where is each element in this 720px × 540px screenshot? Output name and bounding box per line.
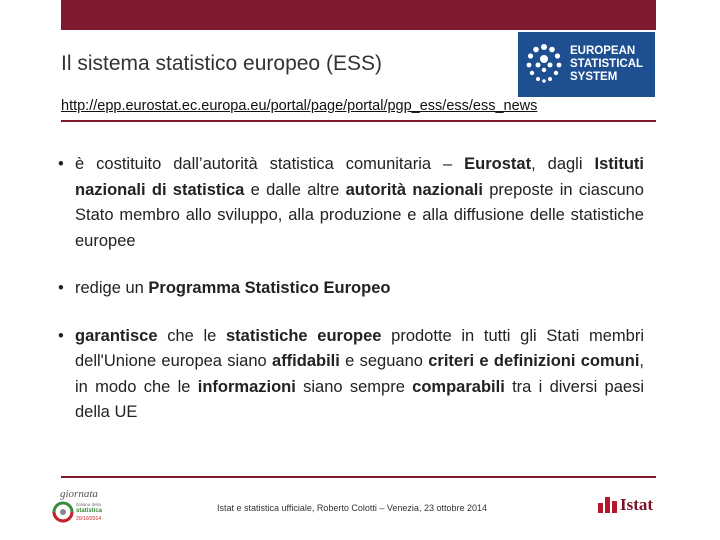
giornata-statistica-logo — [52, 486, 110, 526]
slide-title: Il sistema statistico europeo (ESS) — [61, 52, 382, 75]
bullet-text-run: redige un — [75, 279, 149, 297]
ess-star-circle-icon — [524, 41, 564, 89]
giornata-logo-word: statistica — [76, 508, 103, 514]
bullet-text-run: , in modo che le — [75, 352, 644, 396]
giornata-logo-title: giornata — [60, 488, 98, 500]
bullet-text-run: statistiche europee — [226, 326, 382, 345]
bullet-text-run: siano sempre — [295, 377, 413, 396]
bullet-text-run: affidabili — [272, 352, 340, 370]
bullet-text-run: Eurostat — [464, 155, 532, 173]
bullet-text-run: preposte in ciascuno Stato membro allo sviluppo, alla produzione e alla diffusione delle statistiche europee — [75, 180, 644, 250]
bullet-text-run: comparabili — [412, 377, 505, 396]
bullet-list — [58, 152, 644, 426]
top-divider — [61, 120, 656, 122]
bullet-text-run: Istituti nazionali di statistica — [75, 155, 644, 199]
bullet-text-run: prodotte in tutti gli Stati membri dell'Unione europea siano — [75, 326, 645, 370]
ess-logo-text: EUROPEAN STATISTICAL SYSTEM — [570, 45, 644, 83]
bullet-garantisce — [58, 324, 644, 426]
ess-logo — [518, 32, 655, 97]
ess-news-link[interactable]: http://epp.eurostat.ec.europa.eu/portal/page/portal/pgp_ess/ess/ess_news — [61, 98, 538, 114]
bullet-text-run: garantisce — [75, 326, 158, 345]
bullet-text-run: che le — [157, 326, 226, 345]
bullet-text-run: informazioni — [197, 377, 296, 396]
bullet-programma — [58, 276, 644, 302]
bullet-text-run: e seguano — [339, 352, 429, 370]
bullet-text-run: è costituito dall’autorità statistica comunitaria – — [75, 155, 465, 173]
istat-wordmark: Istat — [620, 495, 654, 514]
bullet-text-run: criteri e definizioni comuni — [428, 352, 640, 370]
giornata-logo-subtitle: italiana della — [76, 502, 102, 507]
bullet-text-run: Programma Statistico Europeo — [148, 279, 391, 297]
bullet-text-run: , dagli — [531, 155, 595, 173]
bullet-ess-composition — [58, 152, 644, 254]
istat-logo — [598, 495, 653, 515]
bullet-text-run: e dalle altre — [244, 180, 346, 199]
bullet-text-run: autorità nazionali — [345, 180, 483, 199]
giornata-logo-date: 20/10/2014 — [76, 516, 102, 522]
bullet-text-run: tra i diversi paesi della UE — [75, 377, 645, 421]
header-bar — [61, 0, 656, 30]
bottom-divider — [61, 476, 656, 478]
footer-credit: Istat e statistica ufficiale, Roberto Colotti – Venezia, 23 ottobre 2014 — [217, 503, 487, 513]
istat-bars-icon — [598, 497, 617, 513]
